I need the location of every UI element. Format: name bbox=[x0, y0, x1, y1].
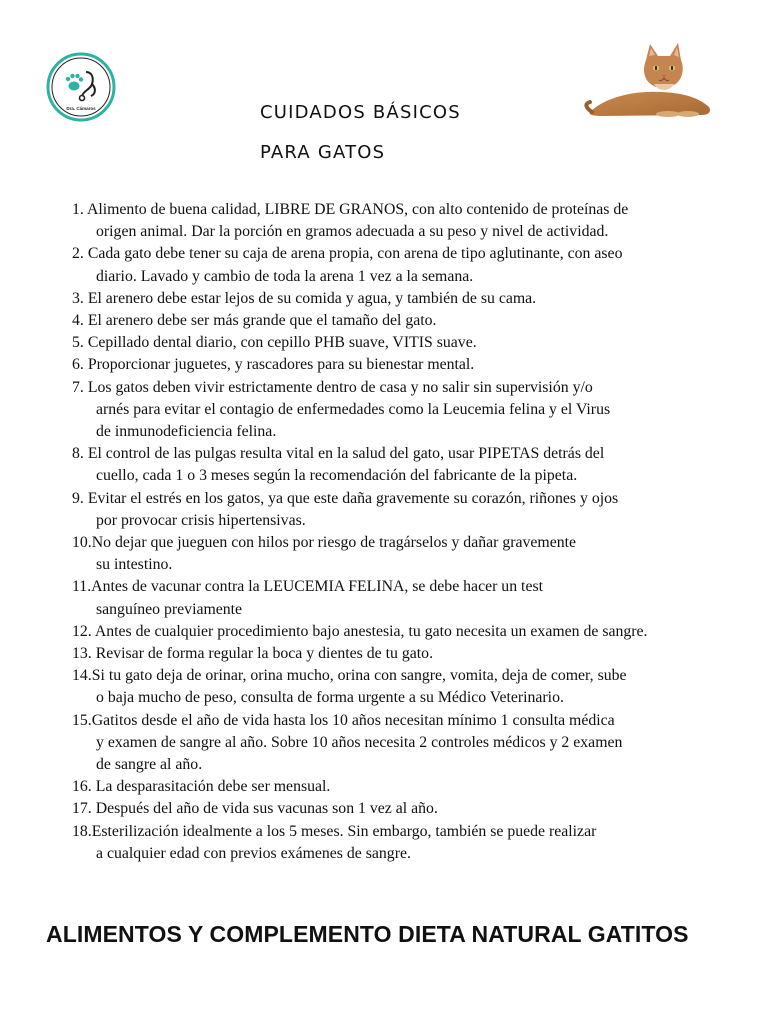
list-item-number: 6. bbox=[72, 356, 84, 374]
list-item-text: Antes de vacunar contra la LEUCEMIA FELINA, se debe hacer un test bbox=[91, 578, 543, 596]
list-item-text: o baja mucho de peso, consulta de forma urgente a su Médico Veterinario. bbox=[96, 689, 564, 707]
list-item-number: 7. bbox=[72, 378, 84, 396]
list-item-text: La desparasitación debe ser mensual. bbox=[95, 778, 331, 796]
list-item-text: de inmunodeficiencia felina. bbox=[96, 423, 277, 441]
list-item-text: El arenero debe estar lejos de su comida y agua, y también de su cama. bbox=[87, 289, 537, 307]
list-item-number: 5. bbox=[72, 334, 84, 352]
list-item bbox=[72, 354, 752, 376]
list-item-text: Cepillado dental diario, con cepillo PHB suave, VITIS suave. bbox=[87, 334, 477, 352]
list-item-text: Los gatos deben vivir estrictamente dentro de casa y no salir sin supervisión y/o bbox=[87, 378, 593, 396]
list-item-number: 13. bbox=[72, 645, 92, 663]
list-item-text: Alimento de buena calidad, LIBRE DE GRANOS, con alto contenido de proteínas de bbox=[86, 201, 629, 218]
list-item-text: El control de las pulgas resulta vital en la salud del gato, usar PIPETAS detrás del bbox=[87, 445, 605, 463]
list-item-number: 10. bbox=[72, 534, 92, 552]
list-item bbox=[72, 621, 752, 643]
list-item-text: sanguíneo previamente bbox=[96, 600, 243, 618]
list-item-number: 2. bbox=[72, 245, 84, 263]
lying-cat-illustration bbox=[584, 40, 716, 120]
svg-text:Dra. Cámaros: Dra. Cámaros bbox=[66, 106, 96, 111]
list-item-text: Antes de cualquier procedimiento bajo anestesia, tu gato necesita un examen de sangre. bbox=[94, 622, 648, 640]
cat-photo bbox=[584, 40, 716, 120]
list-item bbox=[72, 377, 752, 444]
list-item-number: 12. bbox=[72, 622, 92, 640]
list-item bbox=[72, 243, 752, 287]
list-item-text: y examen de sangre al año. Sobre 10 años necesita 2 controles médicos y 2 examen bbox=[96, 733, 623, 751]
list-item-number: 4. bbox=[72, 312, 84, 330]
clinic-logo bbox=[46, 52, 116, 122]
list-item-number: 8. bbox=[72, 445, 84, 463]
list-item-text: Después del año de vida sus vacunas son 1 vez al año. bbox=[95, 800, 438, 818]
list-item-number: 14. bbox=[72, 667, 92, 685]
paw-stethoscope-icon bbox=[46, 52, 116, 122]
list-item-text: Revisar de forma regular la boca y dientes de tu gato. bbox=[95, 645, 434, 663]
list-item-text: origen animal. Dar la porción en gramos adecuada a su peso y nivel de actividad. bbox=[96, 223, 609, 241]
list-item-text: Si tu gato deja de orinar, orina mucho, orina con sangre, vomita, deja de comer, sube bbox=[91, 667, 627, 685]
list-item-text: Evitar el estrés en los gatos, ya que este daña gravemente su corazón, riñones y ojos bbox=[87, 489, 619, 507]
list-item bbox=[72, 532, 752, 576]
list-item bbox=[72, 643, 752, 665]
list-item-number: 1. bbox=[72, 201, 84, 218]
list-item bbox=[72, 798, 752, 820]
list-item-number: 16. bbox=[72, 778, 92, 796]
list-item-number: 15. bbox=[72, 711, 92, 729]
list-item-text: Proporcionar juguetes, y rascadores para su bienestar mental. bbox=[87, 356, 475, 374]
list-item-text: diario. Lavado y cambio de toda la arena 1 vez a la semana. bbox=[96, 267, 474, 285]
list-item bbox=[72, 443, 752, 487]
list-item-number: 11. bbox=[72, 578, 92, 596]
list-item-text: de sangre al año. bbox=[96, 756, 203, 774]
list-item-text: su intestino. bbox=[96, 556, 173, 574]
list-item-text: cuello, cada 1 o 3 meses según la recomendación del fabricante de la pipeta. bbox=[96, 467, 578, 485]
list-item bbox=[72, 576, 752, 620]
list-item-number: 3. bbox=[72, 289, 84, 307]
section-heading: ALIMENTOS Y COMPLEMENTO DIETA NATURAL GATITOS bbox=[46, 921, 689, 947]
list-item-text: Esterilización idealmente a los 5 meses. Sin embargo, también se puede realizar bbox=[91, 822, 597, 840]
page-title-line-1: CUIDADOS BÁSICOS bbox=[260, 102, 461, 123]
list-item bbox=[72, 488, 752, 532]
list-item bbox=[72, 821, 752, 865]
list-item-text: No dejar que jueguen con hilos por riesgo de tragárselos y dañar gravemente bbox=[91, 534, 577, 552]
list-item bbox=[72, 332, 752, 354]
list-item-number: 9. bbox=[72, 489, 84, 507]
list-item-number: 18. bbox=[72, 822, 92, 840]
list-item-number: 17. bbox=[72, 800, 92, 818]
list-item bbox=[72, 665, 752, 709]
page-title-line-2: PARA GATOS bbox=[260, 142, 386, 163]
care-list bbox=[72, 199, 752, 865]
list-item bbox=[72, 710, 752, 777]
list-item-text: a cualquier edad con previos exámenes de sangre. bbox=[96, 844, 411, 862]
list-item-text: por provocar crisis hipertensivas. bbox=[96, 511, 306, 529]
list-item-text: Gatitos desde el año de vida hasta los 10 años necesitan mínimo 1 consulta médica bbox=[91, 711, 615, 729]
list-item bbox=[72, 776, 752, 798]
list-item bbox=[72, 199, 752, 243]
list-item bbox=[72, 288, 752, 310]
list-item bbox=[72, 310, 752, 332]
list-item-text: Cada gato debe tener su caja de arena propia, con arena de tipo aglutinante, con aseo bbox=[87, 245, 623, 263]
list-item-text: El arenero debe ser más grande que el tamaño del gato. bbox=[87, 312, 437, 330]
list-item-text: arnés para evitar el contagio de enfermedades como la Leucemia felina y el Virus bbox=[96, 400, 611, 418]
